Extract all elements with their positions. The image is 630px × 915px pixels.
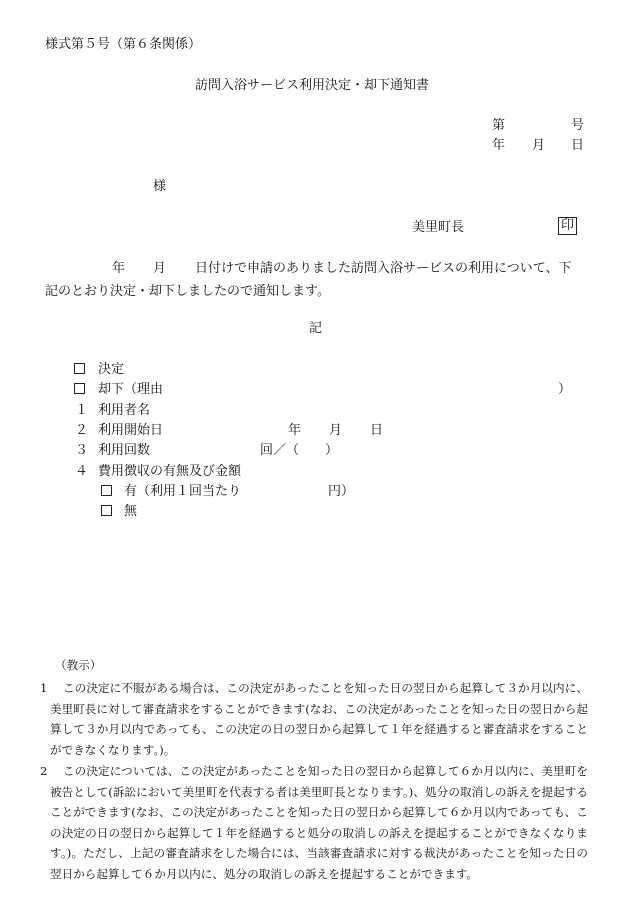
date-year: 年	[492, 138, 506, 153]
doc-no-dai: 第	[492, 118, 506, 133]
note-1	[40, 678, 588, 760]
body-line1: 日付けで申請のありました訪問入浴サービスの利用について、下	[195, 261, 572, 276]
note-2	[40, 761, 588, 885]
label-kyakka: 却下（理由	[98, 382, 164, 397]
item1-label: 利用者名	[98, 403, 151, 418]
checkbox-kyakka	[74, 382, 85, 398]
checkbox-ari	[101, 484, 112, 500]
item2-day: 日	[370, 423, 384, 438]
notes-heading: （教示）	[55, 658, 102, 672]
addressee-sama: 様	[153, 179, 167, 194]
note-2-number: 2	[40, 764, 48, 778]
body-month: 月	[153, 261, 167, 276]
document-title: 訪問入浴サービス利用決定・却下通知書	[195, 78, 430, 93]
item3-label: 利用回数	[98, 443, 151, 458]
item4-number: ４	[75, 464, 89, 479]
body-year: 年	[112, 261, 126, 276]
ki-heading: 記	[309, 321, 323, 336]
item2-label: 利用開始日	[98, 423, 164, 438]
doc-no-go: 号	[571, 118, 585, 133]
seal-mark	[558, 217, 577, 235]
item2-number: ２	[75, 423, 89, 438]
seal-text: 印	[558, 217, 577, 235]
checkbox-nashi	[101, 504, 112, 520]
item2-month: 月	[329, 423, 343, 438]
label-ari: 有（利用１回当たり	[124, 484, 242, 499]
issuer-name: 美里町長	[412, 220, 465, 235]
item3-number: ３	[75, 443, 89, 458]
date-month: 月	[532, 138, 546, 153]
checkbox-kettei	[74, 362, 85, 378]
label-kettei: 決定	[98, 362, 125, 377]
form-number: 様式第５号（第６条関係）	[45, 37, 202, 52]
note-2-text: この決定については、この決定があったことを知った日の翌日から起算して６か月以内に、美里町を被告として(訴訟において美里町を代表する者は美里町長となります。)、処分の取消しの訴えを提起することができます(なお、この決定があったことを知った日の翌日から起算して６か月以内であっても、この決定の日の翌日から起算して１年を経過すると処分の取消しの訴えを提起することができなくなります。)。ただし、上記の審査請求をした場合には、当該審査請求に対する裁決があったことを知った日の翌日から起算して６か月以内に、処分の取消しの訴えを提起することができます。	[50, 764, 588, 881]
item1-number: １	[75, 403, 89, 418]
kyakka-close-paren: ）	[558, 382, 572, 397]
body-line2: 記のとおり決定・却下しましたので通知します。	[45, 284, 330, 299]
note-1-number: 1	[40, 681, 48, 695]
label-nashi: 無	[124, 504, 138, 519]
label-en: 円）	[328, 484, 355, 499]
item3-value: 回／（ ）	[260, 443, 339, 458]
date-day: 日	[571, 138, 585, 153]
note-1-text: この決定に不服がある場合は、この決定があったことを知った日の翌日から起算して３か月以内に、美里町長に対して審査請求をすることができます(なお、この決定があったことを知った日の翌日から起算して３か月以内であっても、この決定の日の翌日から起算して１年を経過すると審査請求をすることができなくなります。)。	[50, 681, 588, 757]
item2-year: 年	[288, 423, 302, 438]
item4-label: 費用徴収の有無及び金額	[98, 464, 242, 479]
